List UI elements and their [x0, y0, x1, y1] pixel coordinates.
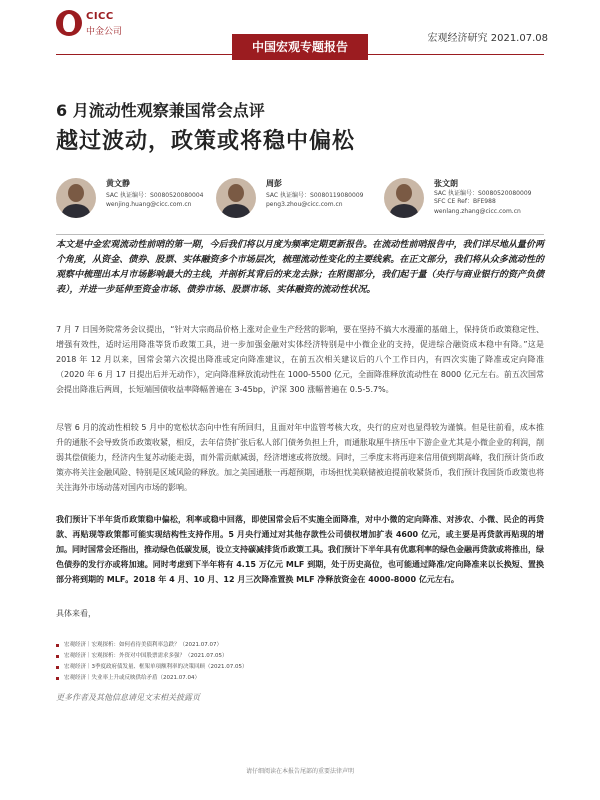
abstract-divider: [56, 234, 544, 235]
report-type-date: [428, 29, 548, 44]
paragraph-3: 我们预计下半年货币政策稳中偏松，利率或稳中回落，即使国常会后不实施全面降准，对中小微的定向降准、对涉农、小微、民企的再贷款、再贴现等政策都可能实现结构性支持作用。5 月央行通过对其他存款性公司债权增加扩表 4600 亿元，或主要是再贷款再贴现的增加。同时国常会还指出，推动绿色低碳发展，设立支持碳减排货币政策工具。我们预计下半年具有优惠利率的绿色金融再贷款或将推出，绿色债券的发行亦或将加速。同时考虑到下半年将有 4.15 万亿元 MLF 到期，处于历史高位，也可能通过降准/定向降准来以长换短、置换部分将到期的 MLF。2018 年 4 月、10 月、12 月三次降准置换 MLF 净释放资金在 4000-8000 亿元左右。: [56, 515, 544, 584]
cicc-logo-icon: [56, 10, 82, 36]
author-email[interactable]: wenlang.zhang@cicc.com.cn: [434, 208, 521, 215]
author-email[interactable]: wenjing.huang@cicc.com.cn: [106, 201, 192, 208]
logo-en: CICC: [86, 11, 114, 22]
more-info-note: 更多作者及其他信息请见文末相关披露页: [56, 693, 200, 702]
paragraph-4: 具体来看，: [56, 609, 96, 618]
paragraph-2: 尽管 6 月的流动性相较 5 月中的宽松状态向中性有所回归，且面对年中监管考核大攻，央行的应对也显得较为谨慎。但是往前看，成本推升的通胀不会导致货币政策收紧，相反，去年信贷扩张后私人部门债务负担上升，而通胀取厘牛挤压中下游企业尤其是小微企业的利润，削弱其偿债能力，经济内生复苏动能走弱，而外需贡献减弱，经济增速或将放缓。同时，三季度末将再迎来信用债到期高峰，我们预计货币政策亦将关注金融风险、特别是区域风险的释放。加之美国通胀一再超预期，市场担忧美联储被迫提前收紧货币，我们预计我国货币政策也将关注海外市场动荡对国内市场的影响。: [56, 423, 544, 492]
author-card-1: [56, 178, 226, 228]
report-header: [0, 0, 600, 62]
author-sac: SAC 执证编号：S0080520080009 SFC CE Ref：BFE988: [434, 190, 532, 205]
author-avatar: [384, 178, 424, 218]
logo-cn: 中金公司: [86, 27, 123, 37]
related-report-item[interactable]: 宏观经济｜3季度政府债发量、框架单项额利率的决策回顾（2021.07.05）: [56, 662, 544, 673]
report-banner: 中国宏观专题报告: [232, 34, 368, 60]
related-report-item[interactable]: 宏观经济｜宏观探析：外资对中国股票需求多强？（2021.07.05）: [56, 651, 544, 662]
author-avatar: [216, 178, 256, 218]
related-report-item[interactable]: 宏观经济｜宏观探析：如何看待美债利率急跌？（2021.07.07）: [56, 640, 544, 651]
report-type: 宏观经济研究: [427, 33, 488, 44]
bullet-icon: [56, 644, 59, 647]
header-divider: [56, 54, 544, 55]
paragraph-1: 7 月 7 日国务院常务会议提出，“针对大宗商品价格上涨对企业生产经营的影响，要在坚持不搞大水漫灌的基础上，保持货币政策稳定性、增强有效性，适时运用降准等货币政策工具，进一步加强金融对实体经济特别是中小微企业的支持，促进综合融资成本稳中有降。”这是 2018 年 12 月以来，国常会第六次提出降准或定向降准建议，在前五次相关建议后的八个工作日内，有四次实施了降准或定向降准（2020 年 6 月 17 日提出后并无动作），定向降准释放流动性在 1000-5500 亿元，全面降准释放流动性在 8000 亿元左右。前五次国常会提出降准后两周，长短端国债收益率降幅普遍在 3-45bp，沪深 300 涨幅普遍在 0.5-5.7%。: [56, 325, 544, 394]
bullet-icon: [56, 666, 59, 669]
cicc-logo: [56, 10, 136, 38]
author-card-2: [216, 178, 386, 228]
report-title-line2: 越过波动，政策或将稳中偏松: [56, 129, 356, 154]
author-sac: SAC 执证编号：S0080119080009: [266, 192, 364, 199]
author-name: 周彭: [266, 179, 282, 188]
legal-footer: 请仔细阅读在本报告尾部的重要法律声明: [245, 768, 354, 775]
abstract: 本文是中金宏观流动性前哨的第一期，今后我们将以月度为频率定期更新报告。在流动性前哨报告中，我们详尽地从量价两个角度，从资金、债券、股票、实体融资多个市场层次，梳理流动性变化的主要线索。在正文部分，我们将从众多流动性的观察中梳理出本月市场影响最大的主线，并剖析其背后的来龙去脉；在附图部分，我们起于量（央行与商业银行的资产负债表），并进一步延伸至资金市场、债券市场、股票市场、实体融资的流动性状况。: [56, 240, 544, 295]
author-avatar: [56, 178, 96, 218]
bullet-icon: [56, 655, 59, 658]
author-name: 张文朗: [434, 179, 458, 188]
report-title-line1: 6 月流动性观察兼国常会点评: [56, 101, 265, 120]
author-card-3: [384, 178, 554, 228]
related-report-item[interactable]: 宏观经济｜失业率上升或反映供给矛盾（2021.07.04）: [56, 673, 544, 684]
author-name: 黄文静: [106, 179, 130, 188]
report-date: 2021.07.08: [490, 33, 548, 44]
related-reports: [56, 640, 544, 684]
author-sac: SAC 执证编号：S0080520080004: [106, 192, 204, 199]
author-email[interactable]: peng3.zhou@cicc.com.cn: [266, 201, 343, 208]
bullet-icon: [56, 677, 59, 680]
